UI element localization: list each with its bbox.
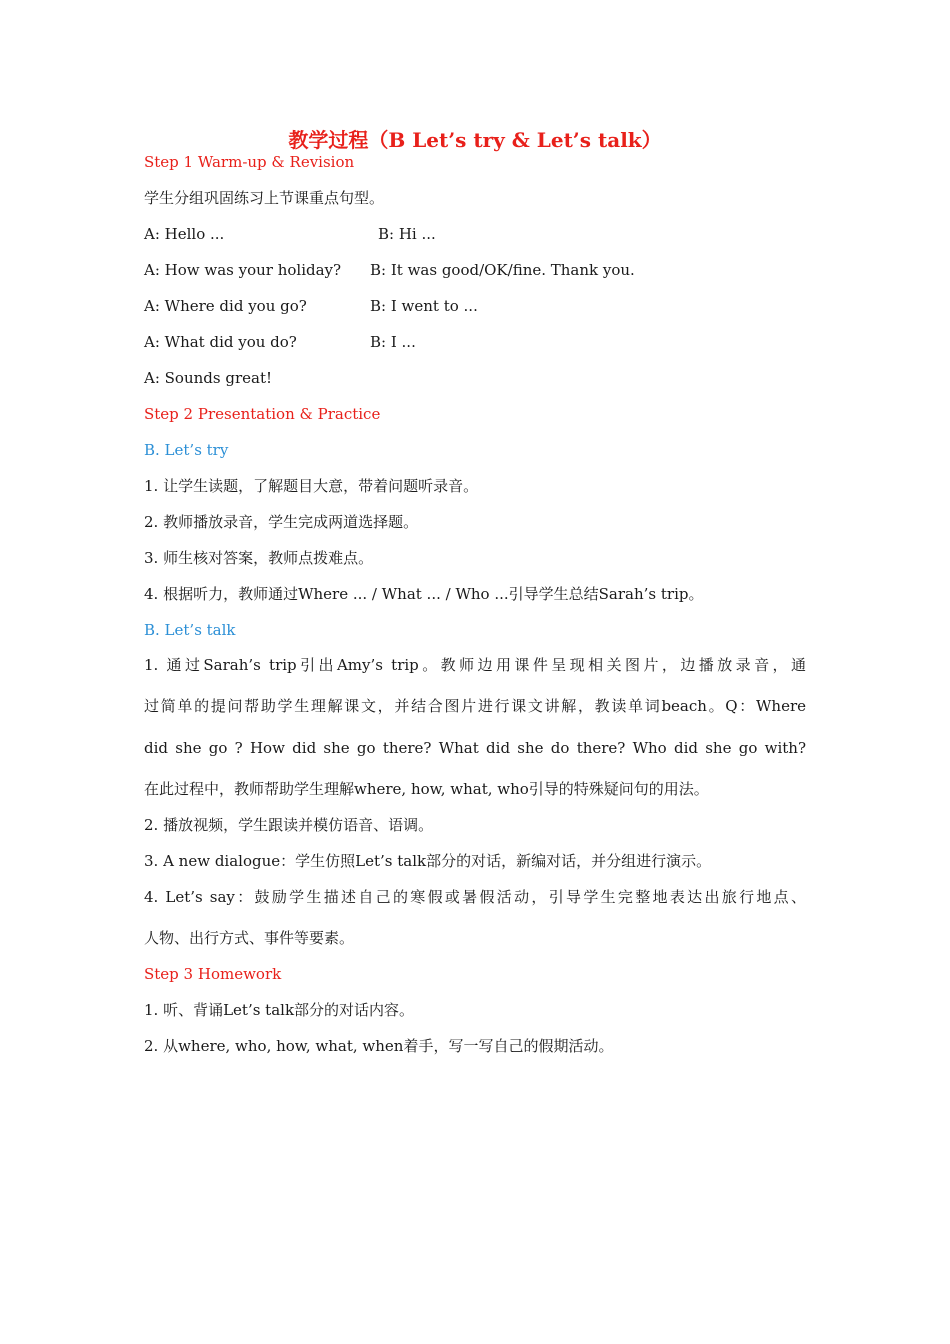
talk-item-1-line: did she go ? How did she go there? What did she do there? Who did she go with? (144, 739, 806, 757)
talk-item-4-line: 人物、出行方式、事件等要素。 (144, 929, 355, 947)
talk-item-1-line: 1. 通过Sarah’s trip引出Amy’s trip。教师边用课件呈现相关图片，边播放录音，通 (144, 656, 806, 674)
talk-item-1-line: 过简单的提问帮助学生理解课文，并结合图片进行课文讲解，教读单词beach。Q：Where (144, 697, 806, 715)
dialogue-line-b: B: It was good/OK/fine. Thank you. (370, 261, 635, 279)
page-title: 教学过程（B Let’s try & Let’s talk） (288, 128, 662, 152)
homework-item: 2. 从where, who, how, what, when着手，写一写自己的假期活动。 (144, 1037, 614, 1055)
homework-item: 1. 听、背诵Let’s talk部分的对话内容。 (144, 1001, 415, 1019)
dialogue-line-b: B: I ... (370, 333, 416, 351)
dialogue-line-a: A: Where did you go? (144, 297, 307, 315)
dialogue-line-b: B: I went to ... (370, 297, 478, 315)
talk-item-2: 2. 播放视频，学生跟读并模仿语音、语调。 (144, 816, 434, 834)
lets-talk-heading: B. Let’s talk (144, 621, 236, 639)
try-item: 3. 师生核对答案，教师点拨难点。 (144, 549, 374, 567)
step1-intro: 学生分组巩固练习上节课重点句型。 (144, 189, 385, 207)
try-item: 2. 教师播放录音，学生完成两道选择题。 (144, 513, 419, 531)
talk-item-4-line: 4. Let’s say：鼓励学生描述自己的寒假或暑假活动，引导学生完整地表达出旅行地点、 (144, 888, 806, 906)
dialogue-line-b: B: Hi ... (378, 225, 436, 243)
dialogue-line-a: A: Hello ... (144, 225, 225, 243)
step1-heading: Step 1 Warm-up & Revision (144, 153, 355, 171)
dialogue-line-a: A: Sounds great! (144, 369, 272, 387)
talk-item-1-line: 在此过程中，教师帮助学生理解where, how, what, who引导的特殊疑问句的用法。 (144, 780, 709, 798)
dialogue-line-a: A: What did you do? (144, 333, 297, 351)
dialogue-line-a: A: How was your holiday? (144, 261, 342, 279)
try-item: 1. 让学生读题，了解题目大意，带着问题听录音。 (144, 477, 479, 495)
talk-item-3: 3. A new dialogue：学生仿照Let’s talk部分的对话，新编对话，并分组进行演示。 (144, 852, 712, 870)
try-item: 4. 根据听力，教师通过Where ... / What ... / Who ...引导学生总结Sarah’s trip。 (144, 585, 704, 603)
lets-try-heading: B. Let’s try (144, 441, 229, 459)
step3-heading: Step 3 Homework (144, 965, 282, 983)
step2-heading: Step 2 Presentation & Practice (144, 405, 381, 423)
